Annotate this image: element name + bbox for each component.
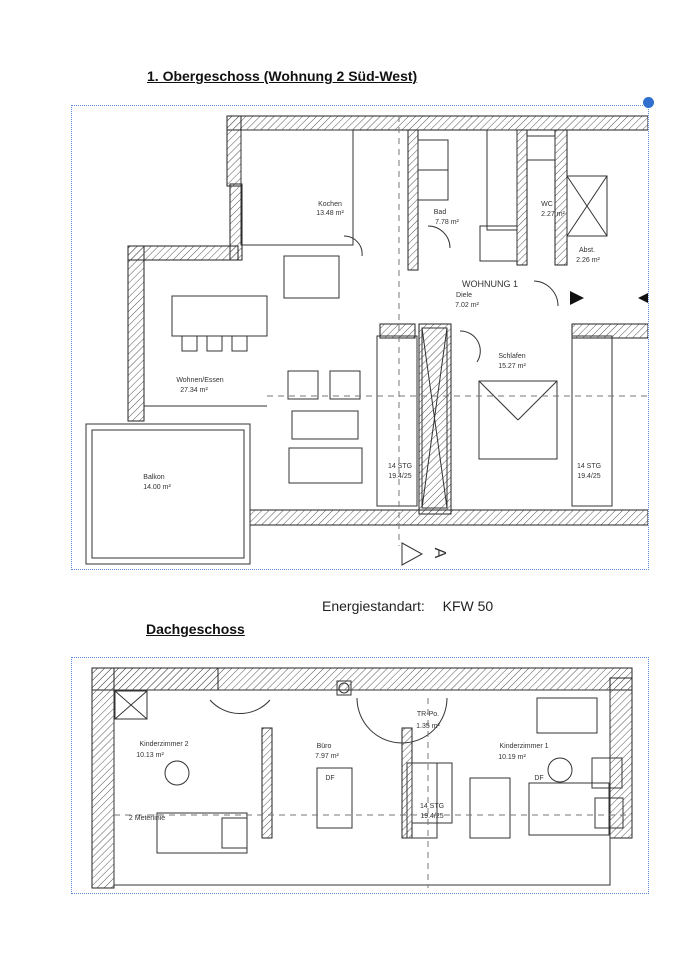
room-area: 2.27 m² (541, 211, 565, 218)
stair-steps: 14 STG (387, 463, 413, 470)
df-label: DF (534, 775, 544, 782)
room-name: Wohnen/Essen (176, 377, 224, 384)
room-name: Abst. (579, 247, 595, 254)
energy-label: Energiestandart: (322, 598, 425, 614)
room-area: 14.00 m² (143, 484, 171, 491)
room-name: Kinderzimmer 2 (139, 741, 189, 748)
room-name: Kinderzimmer 1 (499, 743, 549, 750)
room-area: 10.19 m² (498, 754, 526, 761)
stair-steps: 14 STG (576, 463, 602, 470)
section-letter: A (431, 547, 448, 559)
room-area: 10.13 m² (136, 752, 164, 759)
room-area: 7.02 m² (455, 302, 479, 309)
stair-ratio: 19.4/25 (388, 473, 412, 480)
attic-section-lines (114, 698, 632, 888)
room-name: WC (541, 201, 553, 208)
energy-value: KFW 50 (442, 598, 494, 614)
floor1-plan (72, 106, 648, 569)
room-area: 1.35 m² (416, 723, 440, 730)
room-name: TR-Po. (416, 711, 440, 718)
unit-label: WOHNUNG 1 (462, 279, 518, 289)
room-area: 7.97 m² (315, 753, 339, 760)
room-name: Bad (433, 209, 447, 216)
stair-ratio: 19.4/25 (577, 473, 601, 480)
stair-ratio: 19.4/25 (420, 813, 444, 820)
attic-plan (72, 658, 648, 893)
attic-heading: Dachgeschoss (146, 621, 245, 637)
energy-standard (322, 598, 493, 614)
room-name: Schlafen (498, 353, 526, 360)
room-area: 27.34 m² (180, 387, 208, 394)
room-area: 7.78 m² (435, 219, 459, 226)
room-name: Büro (316, 743, 332, 750)
stair-steps: 14 STG (419, 803, 445, 810)
df-label: DF (325, 775, 335, 782)
floor1-heading: 1. Obergeschoss (Wohnung 2 Süd-West) (147, 68, 418, 84)
room-name: Kochen (318, 201, 342, 208)
room-area: 15.27 m² (498, 363, 526, 370)
room-name: Balkon (143, 474, 165, 481)
line-label: 2 Meterlinie (128, 815, 166, 822)
room-area: 13.48 m² (316, 210, 344, 217)
attic-lines (114, 681, 623, 885)
entrance-arrow-icon (570, 291, 584, 305)
entrance-arrow-icon-2 (638, 291, 648, 305)
floor1-lines (86, 130, 612, 564)
room-area: 2.26 m² (576, 257, 600, 264)
room-name: Diele (456, 292, 472, 299)
section-arrow-icon (402, 543, 422, 565)
